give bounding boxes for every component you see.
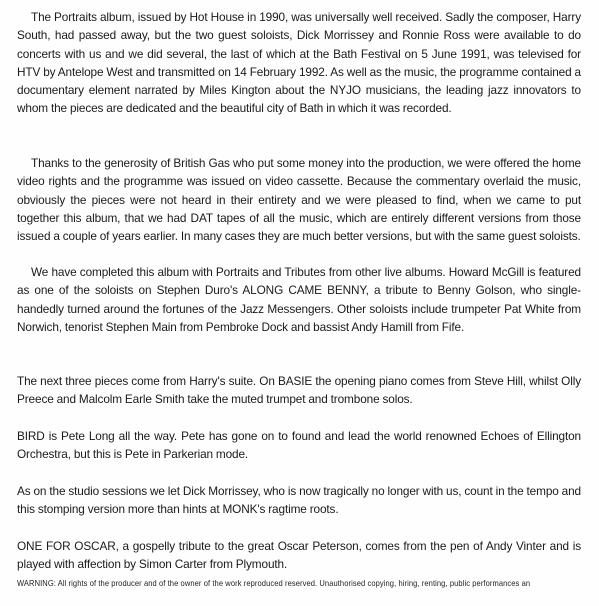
paragraph-completed-album: We have completed this album with Portraits and Tributes from other live albums. Howard McGill is featured as one of the soloists on Stephen Duro's ALONG CAME BENNY, a tribute to Benny Golson, who single-handedly turned around the fortunes of the Jazz Messengers. Other soloists include trumpeter Pat White from Norwich, tenorist Stephen Main from Pembroke Dock and bassist Andy Hamill from Fife. <box>17 265 581 334</box>
copyright-warning: WARNING: All rights of the producer and of the owner of the work reproduced reserved. Unauthorised copying, hiring, renting, public performances an <box>17 579 531 588</box>
paragraph-studio-sessions: As on the studio sessions we let Dick Morrissey, who is now tragically no longer with us, count in the tempo and this stomping version more than hints at MONK's ragtime roots. <box>17 484 581 517</box>
paragraph-one-for-oscar: ONE FOR OSCAR, a gospelly tribute to the great Oscar Peterson, comes from the pen of Andy Vinter and is played with affection by Simon Carter from Plymouth. <box>17 539 581 572</box>
paragraph-bird: BIRD is Pete Long all the way. Pete has gone on to found and lead the world renowned Echoes of Ellington Orchestra, but this is Pete in Parkerian mode. <box>17 429 581 462</box>
paragraph-harrys-suite: The next three pieces come from Harry's suite. On BASIE the opening piano comes from Steve Hill, whilst Olly Preece and Malcolm Earle Smith take the muted trumpet and trombone solos. <box>17 374 581 407</box>
paragraph-british-gas: Thanks to the generosity of British Gas who put some money into the production, we were offered the home video rights and the programme was issued on video cassette. Because the commentary overlaid the music, obviously the pieces were not heard in their entirety and we were pleased to find, when we came to put together this album, that we had DAT tapes of all the music, which are entirely different versions from those issued a couple of years earlier. In many cases they are much better versions, but with the same guest soloists. <box>17 156 581 244</box>
paragraph-portraits-album: The Portraits album, issued by Hot House in 1990, was universally well received. Sadly the composer, Harry South, had passed away, but the two guest soloists, Dick Morrissey and Ronnie Ross were available to do concerts with us and we did several, the last of which at the Bath Festival on 5 June 1991, was televised for HTV by Antelope West and transmitted on 14 February 1992. As well as the music, the programme contained a documentary element narrated by Miles Kington about the NYJO musicians, the leading jazz innovators to whom the pieces are dedicated and the beautiful city of Bath in which it was recorded. <box>17 10 581 116</box>
